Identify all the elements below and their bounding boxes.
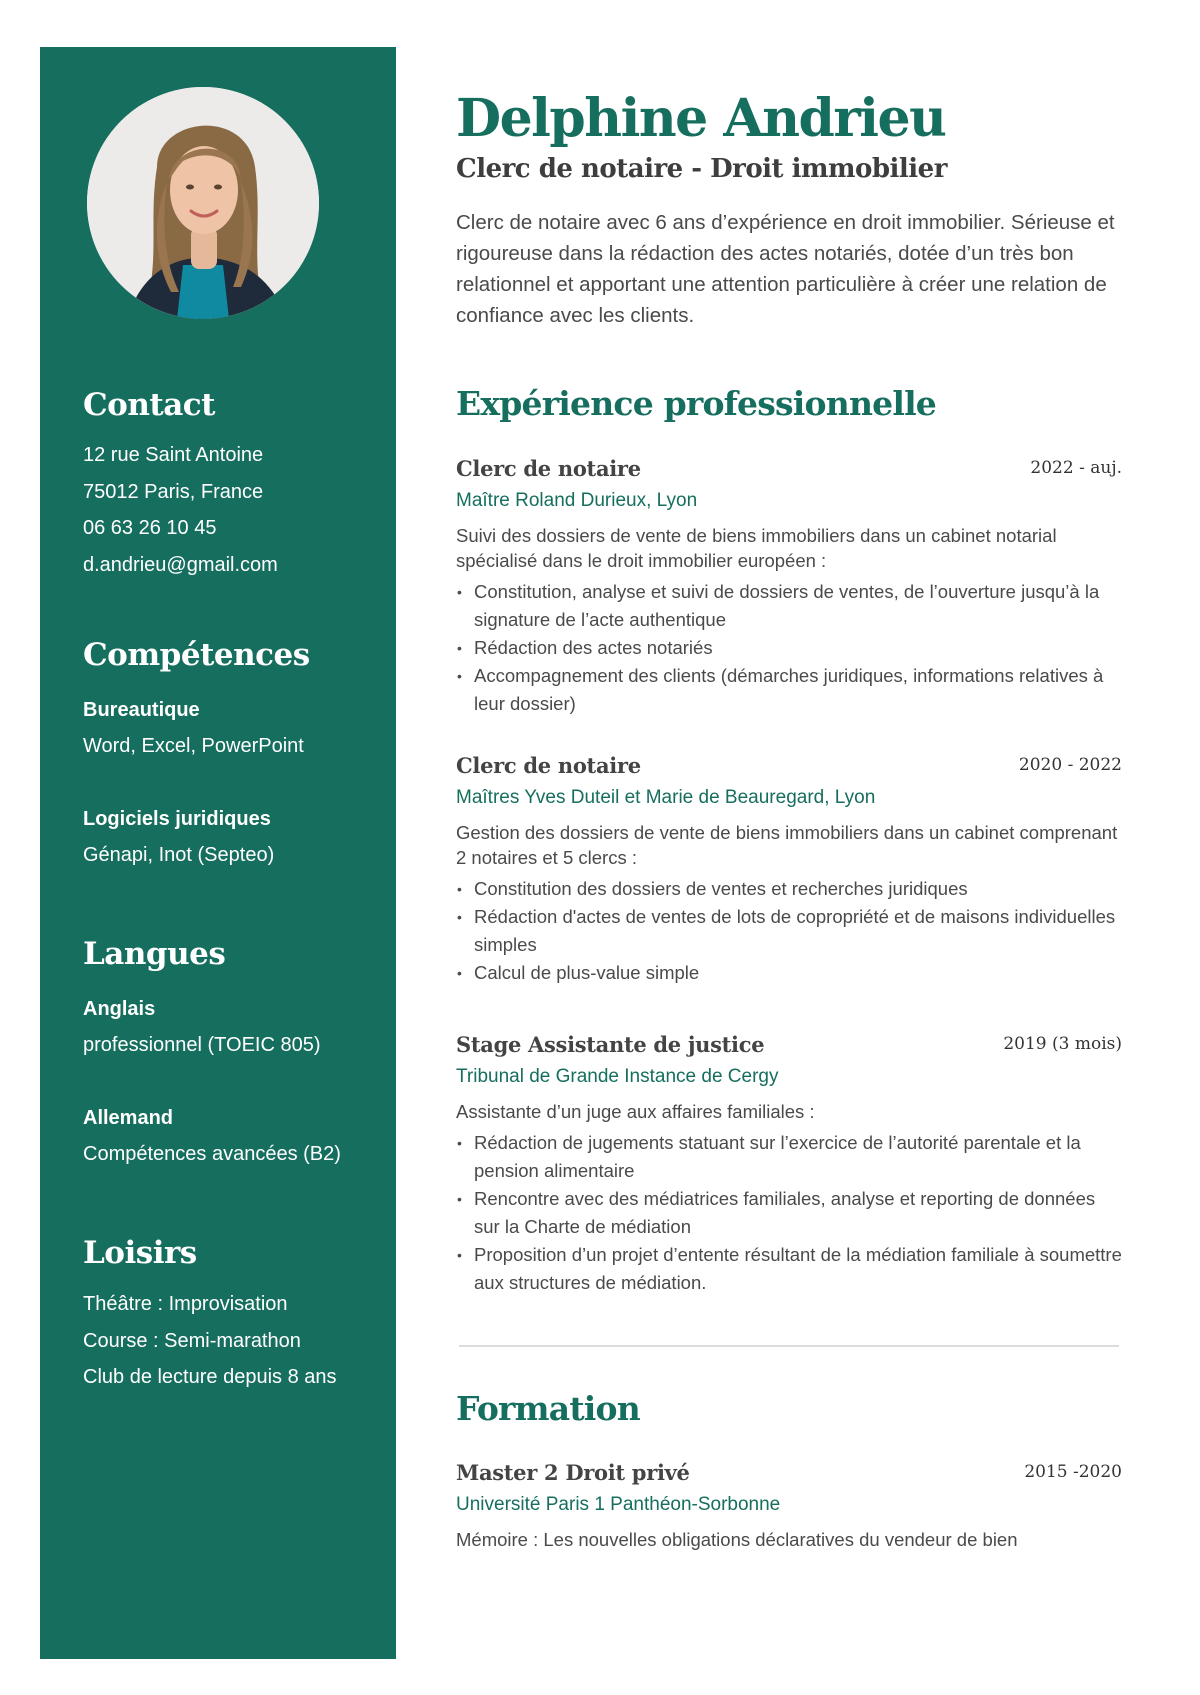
skill-group — [83, 695, 383, 761]
entry-date: 2020 - 2022 — [1018, 755, 1122, 775]
job-title: Clerc de notaire - Droit immobilier — [456, 154, 947, 184]
experience-entry — [456, 1032, 1122, 1297]
experience-title: Expérience professionnelle — [456, 384, 937, 423]
bullet-item: • Proposition d’un projet d’entente résultant de la médiation familiale à soumettre aux structures de médiation. — [456, 1241, 1122, 1297]
candidate-name: Delphine Andrieu — [456, 88, 946, 149]
entry-date: 2019 (3 mois) — [1003, 1034, 1122, 1054]
entry-title: Stage Assistante de justice — [456, 1032, 765, 1057]
section-divider — [459, 1345, 1119, 1347]
skill-group-value: Génapi, Inot (Septeo) — [83, 844, 275, 867]
contact-phone[interactable]: 06 63 26 10 45 — [83, 517, 217, 540]
languages-title: Langues — [83, 936, 226, 972]
skill-group-value: Word, Excel, PowerPoint — [83, 735, 304, 758]
contact-city: 75012 Paris, France — [83, 480, 264, 503]
contact-address: 12 rue Saint Antoine — [83, 444, 264, 467]
entry-description: Mémoire : Les nouvelles obligations déclaratives du vendeur de bien — [456, 1529, 1018, 1550]
skill-group — [83, 804, 383, 870]
bullet-item: • Constitution des dossiers de ventes et recherches juridiques — [456, 875, 1122, 903]
languages-section — [83, 936, 383, 1169]
contact-email[interactable]: d.andrieu@gmail.com — [83, 553, 278, 576]
education-title: Formation — [456, 1389, 640, 1428]
bullet-item: • Constitution, analyse et suivi de dossiers de ventes, de l’ouverture jusqu’à la signature de l’acte authentique — [456, 578, 1122, 634]
entry-organization: Université Paris 1 Panthéon-Sorbonne — [456, 1494, 781, 1515]
education-entry — [456, 1460, 1122, 1552]
bullet-item: • Accompagnement des clients (démarches juridiques, informations relatives à leur dossier) — [456, 662, 1122, 718]
bullet-item: • Rédaction d'actes de ventes de lots de copropriété et de maisons individuelles simples — [456, 903, 1122, 959]
skill-group-title: Bureautique — [83, 699, 200, 722]
profile-photo — [87, 87, 319, 319]
contact-title: Contact — [83, 387, 215, 423]
language-level: professionnel (TOEIC 805) — [83, 1034, 321, 1057]
language-level: Compétences avancées (B2) — [83, 1143, 341, 1166]
entry-description: Assistante d’un juge aux affaires familiales : — [456, 1101, 815, 1122]
skills-section — [83, 637, 383, 870]
entry-date: 2022 - auj. — [1030, 458, 1122, 478]
entry-organization: Maître Roland Durieux, Lyon — [456, 490, 698, 511]
language-name: Allemand — [83, 1107, 174, 1130]
entry-title: Clerc de notaire — [456, 456, 641, 481]
entry-bullets — [456, 1129, 1122, 1297]
entry-bullets — [456, 875, 1122, 987]
entry-organization: Maîtres Yves Duteil et Marie de Beauregard, Lyon — [456, 787, 876, 808]
contact-section — [83, 387, 383, 583]
entry-title: Clerc de notaire — [456, 753, 641, 778]
bullet-item: • Rédaction des actes notariés — [456, 634, 1122, 662]
entry-date: 2015 -2020 — [1024, 1462, 1122, 1482]
profile-summary: Clerc de notaire avec 6 ans d’expérience en droit immobilier. Sérieuse et rigoureuse dans la rédaction des actes notariés, dotée d’un très bon relationnel et apportant une attention particulière à créer une relation de confiance avec les clients. — [456, 211, 1115, 327]
bullet-item: • Calcul de plus-value simple — [456, 959, 1122, 987]
language-group — [83, 1103, 383, 1169]
language-group — [83, 994, 383, 1060]
entry-bullets — [456, 578, 1122, 718]
bullet-item: • Rédaction de jugements statuant sur l’exercice de l’autorité parentale et la pension alimentaire — [456, 1129, 1122, 1185]
hobby-item: Théâtre : Improvisation — [83, 1293, 288, 1316]
hobbies-section — [83, 1235, 383, 1396]
hobby-item: Club de lecture depuis 8 ans — [83, 1366, 337, 1389]
entry-description: Suivi des dossiers de vente de biens immobiliers dans un cabinet notarial spécialisé dans le droit immobilier européen : — [456, 525, 1057, 571]
sidebar — [40, 47, 396, 1659]
experience-entry — [456, 753, 1122, 987]
skill-group-title: Logiciels juridiques — [83, 808, 271, 831]
entry-title: Master 2 Droit privé — [456, 1460, 690, 1485]
entry-description: Gestion des dossiers de vente de biens immobiliers dans un cabinet comprenant 2 notaires et 5 clercs : — [456, 822, 1118, 868]
language-name: Anglais — [83, 998, 156, 1021]
entry-organization: Tribunal de Grande Instance de Cergy — [456, 1066, 779, 1087]
experience-entry — [456, 456, 1122, 718]
hobby-item: Course : Semi-marathon — [83, 1329, 301, 1352]
hobbies-title: Loisirs — [83, 1235, 197, 1271]
bullet-item: • Rencontre avec des médiatrices familiales, analyse et reporting de données sur la Charte de médiation — [456, 1185, 1122, 1241]
skills-title: Compétences — [83, 637, 310, 673]
